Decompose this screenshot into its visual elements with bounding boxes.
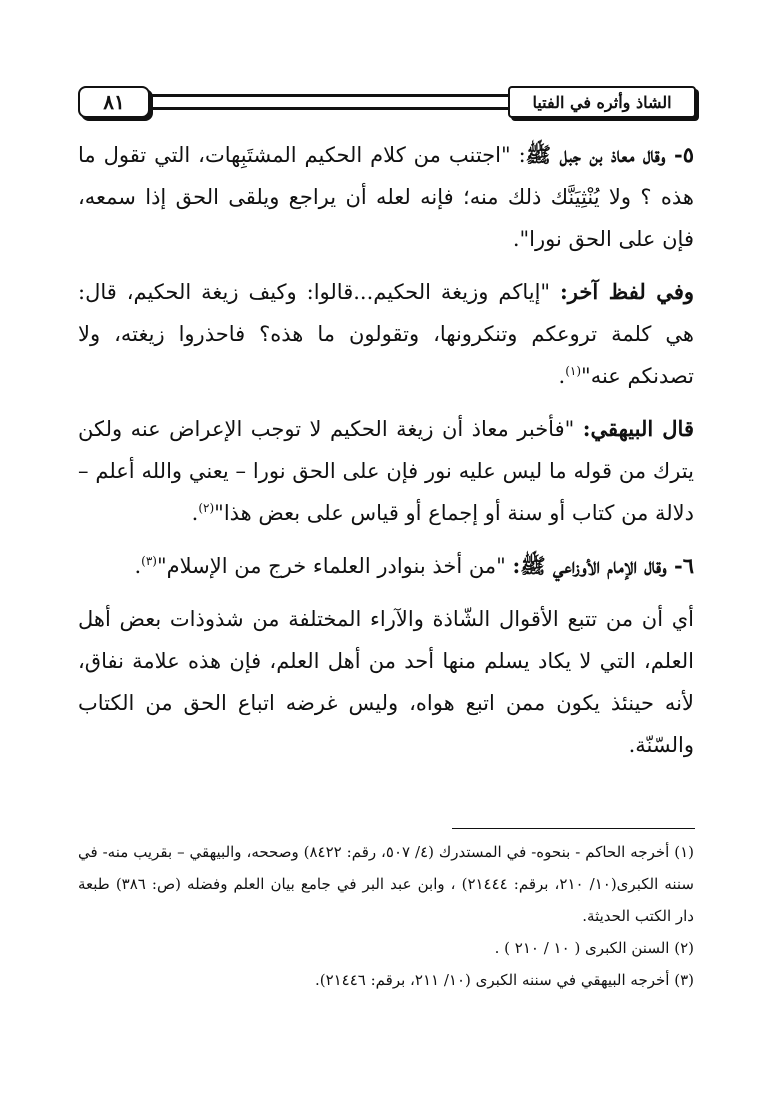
main-text <box>78 134 694 777</box>
running-title: الشاذ وأثره في الفتيا <box>508 86 696 118</box>
paragraph-muadh-quote <box>78 134 694 260</box>
paragraph-lead: قال البيهقي: <box>582 416 694 441</box>
footnote-3: (٣) أخرجه البيهقي في سننه الكبرى (١٠/ ٢١١، برقم: ٢١٤٤٦). <box>314 971 694 989</box>
paragraph-awzai-quote: ٦- وقال الإمام الأوزاعي ﷺ: "من أخذ بنوادر العلماء خرج من الإسلام"$^{(٣)}$. <box>134 553 694 578</box>
paragraph-other-wording: وفي لفظ آخر: "إياكم وزيغة الحكيم...قالوا: وكيف زيغة الحكيم، قال: هي كلمة تروعكم وتنكرونها، وتقولون ما هذه؟ فاحذروا زيغته، ولا تصدنكم عنه"$^{(١)}$. <box>78 279 694 388</box>
paragraph-text: "فأخبر معاذ أن زيغة الحكيم لا توجب الإعراض عنه ولكن يترك من قوله ما ليس عليه نور فإن على الحق نورا – يعني والله أعلم – دلالة من كتاب أو سنة أو إجماع أو قياس على بعض هذا" <box>78 417 694 525</box>
paragraph-lead: ٦- وقال الإمام الأوزاعي ﷺ: <box>512 553 694 578</box>
paragraph-text: "إياكم وزيغة الحكيم...قالوا: وكيف زيغة الحكيم، قال: هي كلمة تروعكم وتنكرونها، وتقولون ما هذه؟ فاحذروا زيغته، ولا تصدنكم عنه" <box>78 280 694 388</box>
footnote-2: (٢) السنن الكبرى ( ١٠ / ٢١٠ ) . <box>494 939 694 957</box>
paragraph-lead: ٥- وقال معاذ بن جبل ﷺ <box>525 142 694 167</box>
paragraph-commentary <box>78 598 694 766</box>
page-number: ٨١ <box>78 86 150 118</box>
footnote-ref[interactable]: (١) <box>565 364 582 378</box>
paragraph-text: أي أن من تتبع الأقوال الشّاذة والآراء المختلفة من شذوذات بعض أهل العلم، التي لا يكاد يسلم منها أحد من أهل العلم، فإن هذه علامة نفاق، لأنه حينئذ يكون ممن اتبع هواه، وليس غرضه اتباع الحق من الكتاب والسّنّة. <box>78 607 694 757</box>
paragraph-bayhaqi: قال البيهقي: "فأخبر معاذ أن زيغة الحكيم لا توجب الإعراض عنه ولكن يترك من قوله ما ليس عليه نور فإن على الحق نورا – يعني والله أعلم – دلالة من كتاب أو سنة أو إجماع أو قياس على بعض هذا"$^{(٢)}$. <box>78 416 694 525</box>
page-header <box>78 86 698 120</box>
footnotes <box>78 836 694 996</box>
footnote-1: (١) أخرجه الحاكم - بنحوه- في المستدرك (٤/ ٥٠٧، رقم: ٨٤٢٢) وصححه، والبيهقي – بقريب منه- في سننه الكبرى(١٠/ ٢١٠، برقم: ٢١٤٤٤) ، وابن عبد البر في جامع بيان العلم وفضله (ص: ٣٨٦) طبعة دار الكتب الحديثة. <box>78 843 695 925</box>
footnote-divider <box>452 828 695 829</box>
footnote-ref[interactable]: (٢) <box>198 501 215 515</box>
paragraph-text: "من أخذ بنوادر العلماء خرج من الإسلام" <box>156 554 513 578</box>
footnote-ref[interactable]: (٣) <box>141 554 157 568</box>
paragraph-text: : "اجتنب من كلام الحكيم المشتَبِهات، التي تقول ما هذه ؟ ولا يُنْثِيَنَّك ذلك منه؛ فإنه لعله أن يراجع ويلقى الحق إذا سمعه، فإن على الحق نورا". <box>78 143 694 251</box>
paragraph-lead: وفي لفظ آخر: <box>560 279 694 304</box>
